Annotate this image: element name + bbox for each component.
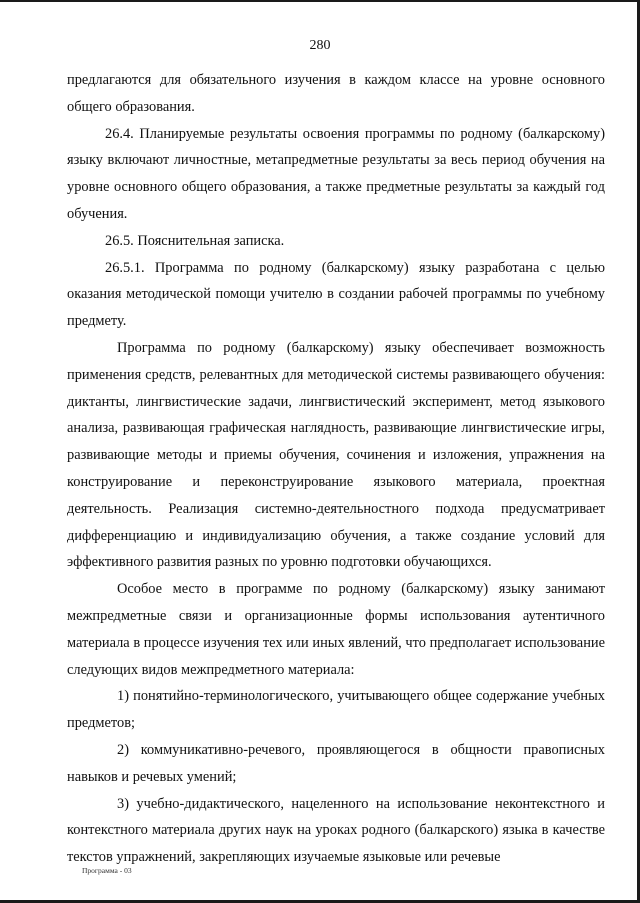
paragraph-program-means: Программа по родному (балкарскому) языку обеспечивает возможность применения средств, релевантных для методической системы развивающего обучения: диктанты, лингвистические задачи, лингвистический эксперимент, метод языкового анализа, развивающая графическая наглядность, развивающие лингвистические игры, развивающие методы и приемы обучения, сочинения и изложения, упражнения на конструирование и переконструирование языкового материала, проектная деятельность. Реализация системно-деятельностного подхода предусматривает дифференциацию и индивидуализацию обучения, а также создание условий для эффективного развития разных по уровню подготовки обучающихся. [67,339,605,571]
paragraph-interdisciplinary: Особое место в программе по родному (балкарскому) языку занимают межпредметные связи и организационные формы использования аутентичного материала в процессе изучения тех или иных явлений, что предполагает использование следующих видов межпредметного материала: [67,581,605,678]
page-number: 280 [309,38,331,53]
list-item-2: 2) коммуникативно-речевого, проявляющегося в общности правописных навыков и речевых умений; [67,741,605,785]
paragraph-26-5-1: 26.5.1. Программа по родному (балкарскому) языку разработана с целью оказания методической помощи учителю в создании рабочей программы по учебному предмету. [67,259,605,330]
document-body [67,67,605,871]
list-item-1: 1) понятийно-терминологического, учитывающего общее содержание учебных предметов; [67,688,605,732]
paragraph-continuation: предлагаются для обязательного изучения в каждом классе на уровне основного общего образования. [67,72,605,115]
page-border-top [0,0,640,2]
list-item-3: 3) учебно-дидактического, нацеленного на использование неконтекстного и контекстного материала других наук на уроках родного (балкарского) языка в качестве текстов упражнений, закрепляющих изучаемые языковые или речевые [67,795,605,866]
paragraph-26-5: 26.5. Пояснительная записка. [105,232,285,249]
paragraph-26-4: 26.4. Планируемые результаты освоения программы по родному (балкарскому) языку включают личностные, метапредметные результаты за весь период обучения на уровне основного общего образования, а также предметные результаты за каждый год обучения. [67,125,605,222]
footer-label: Программа - 03 [82,866,132,875]
